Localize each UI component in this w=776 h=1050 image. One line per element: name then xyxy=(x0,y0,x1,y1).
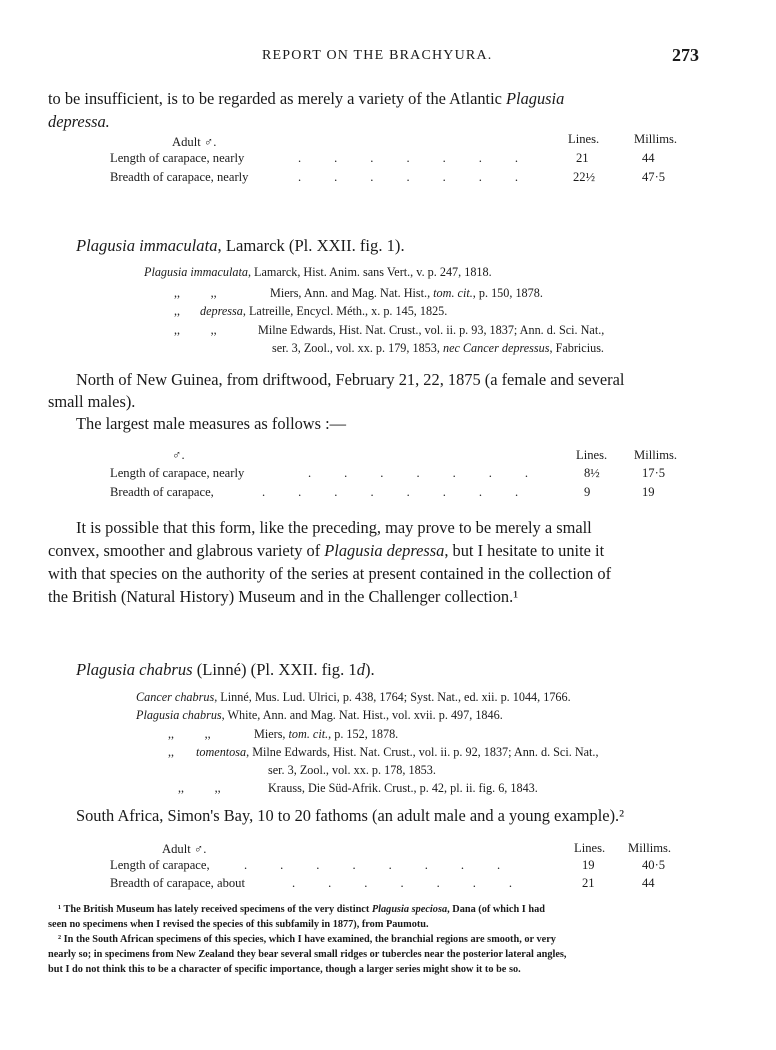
row-millims: 44 xyxy=(642,876,655,890)
page-number: 273 xyxy=(672,45,699,65)
synonymy-ref-text: depressa, Latreille, Encycl. Méth., x. p. 145, 1825. xyxy=(200,304,448,318)
row-label: Length of carapace, nearly xyxy=(110,151,245,165)
row-millims: 44 xyxy=(642,151,655,165)
discussion-line-3: with that species on the authority of the series at present contained in the collection of xyxy=(48,564,612,583)
synonymy-ref: Plagusia immaculata, Lamarck, Hist. Anim. sans Vert., v. p. 247, 1818. xyxy=(144,265,492,279)
synonymy-ref: ,, ,, xyxy=(174,286,217,300)
measures-intro: The largest male measures as follows :— xyxy=(76,414,347,433)
synonymy-ref: Plagusia chabrus, White, Ann. and Mag. Nat. Hist., vol. xvii. p. 497, 1846. xyxy=(136,708,503,722)
table2-col-lines: Lines. xyxy=(576,448,608,462)
footnote-2-line-1: ² In the South African specimens of this species, which I have examined, the branchial regions are smooth, or very xyxy=(58,934,556,945)
table-row xyxy=(0,466,776,484)
table3-col-millims: Millims. xyxy=(628,841,672,855)
table3-caption: Adult ♂. xyxy=(162,842,207,856)
row-millims: 19 xyxy=(642,485,655,499)
table-row xyxy=(0,858,776,876)
leader-dots: ........ xyxy=(244,858,534,872)
species-heading-chabrus: Plagusia chabrus (Linné) (Pl. XXII. fig. 1d). xyxy=(76,660,375,679)
table-row xyxy=(0,876,776,894)
synonymy-ref: ,, ,, xyxy=(178,781,221,795)
discussion-line-2: convex, smoother and glabrous variety of Plagusia depressa, but I hesitate to unite it xyxy=(48,541,605,560)
row-millims: 17·5 xyxy=(642,466,666,480)
row-lines: 22½ xyxy=(573,170,596,184)
synonymy-ref-text: ser. 3, Zool., vol. xx. p. 178, 1853. xyxy=(268,763,436,777)
row-label: Breadth of carapace, xyxy=(110,485,214,499)
locality-chabrus: South Africa, Simon's Bay, 10 to 20 fathoms (an adult male and a young example).² xyxy=(76,806,625,825)
leader-dots: ....... xyxy=(298,151,552,165)
row-lines: 9 xyxy=(584,485,591,499)
synonymy-ref-text: Milne Edwards, Hist. Nat. Crust., vol. ii. p. 93, 1837; Ann. d. Sci. Nat., xyxy=(258,323,605,337)
table1-caption: Adult ♂. xyxy=(172,135,217,149)
synonymy-ref: ,, ,, xyxy=(174,323,217,337)
row-label: Breadth of carapace, nearly xyxy=(110,170,249,184)
row-lines: 19 xyxy=(582,858,595,872)
row-label: Length of carapace, nearly xyxy=(110,466,245,480)
synonymy-ref: ,, xyxy=(168,745,175,759)
discussion-line-1: It is possible that this form, like the preceding, may prove to be merely a small xyxy=(76,518,592,537)
footnote-1-line-1: ¹ The British Museum has lately received specimens of the very distinct Plagusia speciosa, Dana (of which I had xyxy=(58,904,545,915)
intro-line-2: depressa. xyxy=(48,112,110,131)
footnote-1-line-2: seen no specimens when I revised the species of this subfamily in 1877), from Paumotu. xyxy=(48,919,429,930)
table2-col-millims: Millims. xyxy=(634,448,678,462)
locality-line-1: North of New Guinea, from driftwood, February 21, 22, 1875 (a female and several xyxy=(76,370,625,389)
table-row xyxy=(0,151,776,169)
table3-col-lines: Lines. xyxy=(574,841,606,855)
synonymy-ref: ,, ,, xyxy=(168,727,211,741)
row-label: Length of carapace, xyxy=(110,858,210,872)
leader-dots: ....... xyxy=(298,170,552,184)
intro-line-1: to be insufficient, is to be regarded as merely a variety of the Atlantic Plagusia xyxy=(48,89,565,108)
locality-line-2: small males). xyxy=(48,392,136,411)
row-lines: 21 xyxy=(582,876,595,890)
row-millims: 47·5 xyxy=(642,170,666,184)
row-lines: 8½ xyxy=(584,466,600,480)
leader-dots: ....... xyxy=(292,876,546,890)
synonymy-ref-text: tomentosa, Milne Edwards, Hist. Nat. Crust., vol. ii. p. 92, 1837; Ann. d. Sci. Nat., xyxy=(196,745,599,759)
synonymy-ref: Cancer chabrus, Linné, Mus. Lud. Ulrici, p. 438, 1764; Syst. Nat., ed. xii. p. 1044, 1766. xyxy=(136,690,571,704)
discussion-line-4: the British (Natural History) Museum and in the Challenger collection.¹ xyxy=(48,587,519,606)
table2-caption: ♂. xyxy=(172,448,185,462)
table-row xyxy=(0,170,776,188)
table1-col-millims: Millims. xyxy=(634,132,678,146)
table1-col-lines: Lines. xyxy=(568,132,600,146)
synonymy-ref-text: Krauss, Die Süd-Afrik. Crust., p. 42, pl. ii. fig. 6, 1843. xyxy=(268,781,538,795)
leader-dots: ........ xyxy=(262,485,552,499)
row-millims: 40·5 xyxy=(642,858,666,872)
synonymy-ref: ,, xyxy=(174,304,181,318)
species-heading-immaculata: Plagusia immaculata, Lamarck (Pl. XXII. fig. 1). xyxy=(76,236,405,255)
footnote-2-line-2: nearly so; in specimens from New Zealand they bear several small ridges or tubercles near the posterior lateral angles, xyxy=(48,949,567,960)
row-label: Breadth of carapace, about xyxy=(110,876,245,890)
synonymy-ref-text: Miers, tom. cit., p. 152, 1878. xyxy=(254,727,399,741)
footnote-2-line-3: but I do not think this to be a character of specific importance, though a larger series might show it to be so. xyxy=(48,964,521,975)
running-header-title: REPORT ON THE BRACHYURA. xyxy=(262,48,493,63)
leader-dots: ....... xyxy=(308,466,562,480)
row-lines: 21 xyxy=(576,151,589,165)
synonymy-ref-text: Miers, Ann. and Mag. Nat. Hist., tom. cit., p. 150, 1878. xyxy=(270,286,543,300)
table-row xyxy=(0,485,776,503)
synonymy-ref-text: ser. 3, Zool., vol. xx. p. 179, 1853, nec Cancer depressus, Fabricius. xyxy=(272,341,604,355)
